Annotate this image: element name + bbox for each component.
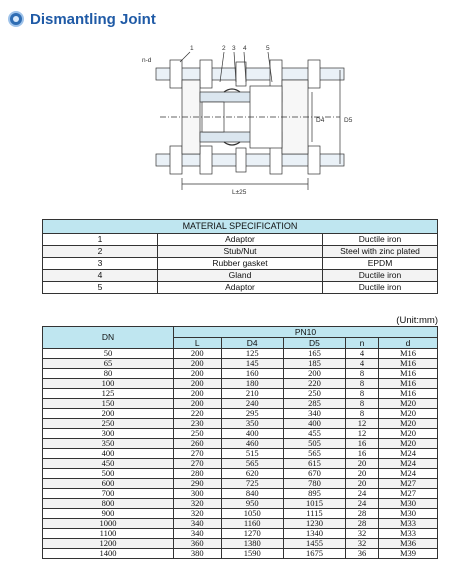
table-cell: M24 <box>378 469 437 479</box>
table-cell: 150 <box>43 399 174 409</box>
table-cell: 200 <box>43 409 174 419</box>
d4-label: D4 <box>316 117 325 124</box>
material-no-cell: 3 <box>43 258 158 270</box>
table-row <box>43 439 438 449</box>
section-header <box>10 9 156 29</box>
table-cell: M16 <box>378 369 437 379</box>
material-caption-row <box>43 220 438 234</box>
table-cell: 1340 <box>283 529 345 539</box>
table-cell: 1380 <box>221 539 283 549</box>
table-cell: 80 <box>43 369 174 379</box>
material-part-cell: Adaptor <box>158 282 323 294</box>
table-cell: M39 <box>378 549 437 559</box>
material-part-cell: Gland <box>158 270 323 282</box>
table-cell: 350 <box>43 439 174 449</box>
table-cell: 36 <box>346 549 379 559</box>
table-cell: 240 <box>221 399 283 409</box>
column-header: d <box>378 338 437 349</box>
table-cell: 725 <box>221 479 283 489</box>
table-row <box>43 234 438 246</box>
table-cell: 400 <box>43 449 174 459</box>
table-cell: 28 <box>346 509 379 519</box>
table-cell: M33 <box>378 529 437 539</box>
table-cell: 400 <box>221 429 283 439</box>
table-cell: 200 <box>174 359 222 369</box>
table-cell: 500 <box>43 469 174 479</box>
table-cell: 1015 <box>283 499 345 509</box>
table-cell: 20 <box>346 459 379 469</box>
table-row <box>43 509 438 519</box>
table-cell: 8 <box>346 379 379 389</box>
table-cell: 8 <box>346 399 379 409</box>
table-cell: 200 <box>174 379 222 389</box>
table-cell: 8 <box>346 369 379 379</box>
material-no-cell: 1 <box>43 234 158 246</box>
table-cell: 32 <box>346 539 379 549</box>
table-cell: 250 <box>174 429 222 439</box>
table-cell: 320 <box>174 499 222 509</box>
table-cell: 200 <box>174 399 222 409</box>
table-row <box>43 282 438 294</box>
table-cell: 16 <box>346 439 379 449</box>
table-cell: M30 <box>378 499 437 509</box>
nd-label: n-d <box>142 57 152 64</box>
column-header: n <box>346 338 379 349</box>
table-cell: 1270 <box>221 529 283 539</box>
table-cell: 300 <box>43 429 174 439</box>
table-cell: 270 <box>174 459 222 469</box>
table-cell: 1230 <box>283 519 345 529</box>
table-cell: 565 <box>283 449 345 459</box>
table-cell: 1200 <box>43 539 174 549</box>
callout-5: 5 <box>266 45 270 52</box>
unit-note: (Unit:mm) <box>396 315 438 326</box>
callout-4: 4 <box>243 45 247 52</box>
table-row <box>43 519 438 529</box>
table-cell: 50 <box>43 349 174 359</box>
material-part-cell: Adaptor <box>158 234 323 246</box>
table-cell: 565 <box>221 459 283 469</box>
table-cell: 270 <box>174 449 222 459</box>
table-cell: 220 <box>174 409 222 419</box>
table-cell: M20 <box>378 409 437 419</box>
table-cell: 32 <box>346 529 379 539</box>
table-cell: M36 <box>378 539 437 549</box>
table-cell: 145 <box>221 359 283 369</box>
table-cell: 400 <box>283 419 345 429</box>
table-cell: 1160 <box>221 519 283 529</box>
table-cell: 350 <box>221 419 283 429</box>
table-cell: 505 <box>283 439 345 449</box>
table-row <box>43 389 438 399</box>
table-cell: 450 <box>43 459 174 469</box>
material-no-cell: 5 <box>43 282 158 294</box>
table-cell: 4 <box>346 349 379 359</box>
table-cell: 620 <box>221 469 283 479</box>
material-material-cell: EPDM <box>323 258 438 270</box>
table-cell: M16 <box>378 389 437 399</box>
table-row <box>43 270 438 282</box>
dimension-table <box>42 326 438 559</box>
material-no-cell: 4 <box>43 270 158 282</box>
material-material-cell: Steel with zinc plated <box>323 246 438 258</box>
table-row <box>43 419 438 429</box>
table-cell: M30 <box>378 509 437 519</box>
table-cell: M16 <box>378 349 437 359</box>
table-cell: 100 <box>43 379 174 389</box>
table-cell: 24 <box>346 499 379 509</box>
table-cell: 1455 <box>283 539 345 549</box>
material-material-cell: Ductile iron <box>323 282 438 294</box>
table-row <box>43 449 438 459</box>
table-cell: 340 <box>174 529 222 539</box>
table-cell: 340 <box>283 409 345 419</box>
table-cell: 210 <box>221 389 283 399</box>
table-row <box>43 258 438 270</box>
table-cell: 300 <box>174 489 222 499</box>
dismantling-joint-drawing <box>140 42 370 197</box>
table-cell: 380 <box>174 549 222 559</box>
table-cell: 1115 <box>283 509 345 519</box>
table-cell: 8 <box>346 389 379 399</box>
material-spec-table <box>42 219 438 294</box>
material-material-cell: Ductile iron <box>323 234 438 246</box>
table-cell: 1000 <box>43 519 174 529</box>
table-cell: 28 <box>346 519 379 529</box>
table-cell: 455 <box>283 429 345 439</box>
material-part-cell: Stub/Nut <box>158 246 323 258</box>
table-cell: M20 <box>378 429 437 439</box>
table-cell: 800 <box>43 499 174 509</box>
table-cell: 895 <box>283 489 345 499</box>
table-row <box>43 379 438 389</box>
table-cell: 780 <box>283 479 345 489</box>
table-cell: 12 <box>346 429 379 439</box>
table-row <box>43 489 438 499</box>
table-cell: M27 <box>378 489 437 499</box>
material-part-cell: Rubber gasket <box>158 258 323 270</box>
table-cell: 840 <box>221 489 283 499</box>
table-cell: 250 <box>283 389 345 399</box>
table-cell: 160 <box>221 369 283 379</box>
table-cell: 1400 <box>43 549 174 559</box>
table-cell: M24 <box>378 459 437 469</box>
table-row <box>43 529 438 539</box>
table-row <box>43 549 438 559</box>
d5-label: D5 <box>344 117 353 124</box>
table-cell: 16 <box>346 449 379 459</box>
table-cell: 700 <box>43 489 174 499</box>
table-cell: 950 <box>221 499 283 509</box>
table-cell: 285 <box>283 399 345 409</box>
table-cell: 360 <box>174 539 222 549</box>
table-row <box>43 499 438 509</box>
table-cell: 12 <box>346 419 379 429</box>
page-title: Dismantling Joint <box>30 10 156 28</box>
callout-1: 1 <box>190 45 194 52</box>
table-cell: 1590 <box>221 549 283 559</box>
table-cell: 220 <box>283 379 345 389</box>
table-cell: 1675 <box>283 549 345 559</box>
table-cell: 900 <box>43 509 174 519</box>
table-cell: M16 <box>378 379 437 389</box>
dn-header: DN <box>43 327 174 349</box>
table-cell: M20 <box>378 399 437 409</box>
table-cell: 250 <box>43 419 174 429</box>
table-cell: 4 <box>346 359 379 369</box>
table-cell: M20 <box>378 419 437 429</box>
table-cell: 260 <box>174 439 222 449</box>
table-cell: 460 <box>221 439 283 449</box>
table-row <box>43 246 438 258</box>
callout-3: 3 <box>232 45 236 52</box>
table-row <box>43 459 438 469</box>
table-cell: 230 <box>174 419 222 429</box>
table-cell: 615 <box>283 459 345 469</box>
table-cell: 1100 <box>43 529 174 539</box>
column-header: L <box>174 338 222 349</box>
table-cell: M27 <box>378 479 437 489</box>
table-cell: 600 <box>43 479 174 489</box>
table-cell: 295 <box>221 409 283 419</box>
table-cell: 320 <box>174 509 222 519</box>
table-cell: 125 <box>43 389 174 399</box>
material-no-cell: 2 <box>43 246 158 258</box>
table-cell: 8 <box>346 409 379 419</box>
table-cell: 180 <box>221 379 283 389</box>
table-row <box>43 409 438 419</box>
table-row <box>43 369 438 379</box>
table-row <box>43 469 438 479</box>
table-row <box>43 399 438 409</box>
table-cell: 65 <box>43 359 174 369</box>
table-cell: 185 <box>283 359 345 369</box>
table-cell: 200 <box>174 369 222 379</box>
table-row <box>43 359 438 369</box>
table-cell: 125 <box>221 349 283 359</box>
table-cell: 165 <box>283 349 345 359</box>
table-row <box>43 479 438 489</box>
table-cell: 20 <box>346 469 379 479</box>
table-cell: M24 <box>378 449 437 459</box>
table-cell: 200 <box>283 369 345 379</box>
table-cell: 200 <box>174 349 222 359</box>
table-cell: 340 <box>174 519 222 529</box>
bullet-icon <box>10 13 22 25</box>
column-header: D4 <box>221 338 283 349</box>
table-row <box>43 429 438 439</box>
table-cell: 20 <box>346 479 379 489</box>
table-cell: 1050 <box>221 509 283 519</box>
table-row <box>43 539 438 549</box>
table-cell: 515 <box>221 449 283 459</box>
table-cell: 200 <box>174 389 222 399</box>
callout-2: 2 <box>222 45 226 52</box>
pn10-header: PN10 <box>174 327 438 338</box>
material-material-cell: Ductile iron <box>323 270 438 282</box>
length-label: L±25 <box>232 189 247 196</box>
table-row <box>43 349 438 359</box>
table-cell: 24 <box>346 489 379 499</box>
material-caption: MATERIAL SPECIFICATION <box>43 220 438 234</box>
table-cell: 670 <box>283 469 345 479</box>
table-cell: M20 <box>378 439 437 449</box>
column-header: D5 <box>283 338 345 349</box>
table-cell: 290 <box>174 479 222 489</box>
table-cell: M33 <box>378 519 437 529</box>
table-cell: 280 <box>174 469 222 479</box>
table-cell: M16 <box>378 359 437 369</box>
